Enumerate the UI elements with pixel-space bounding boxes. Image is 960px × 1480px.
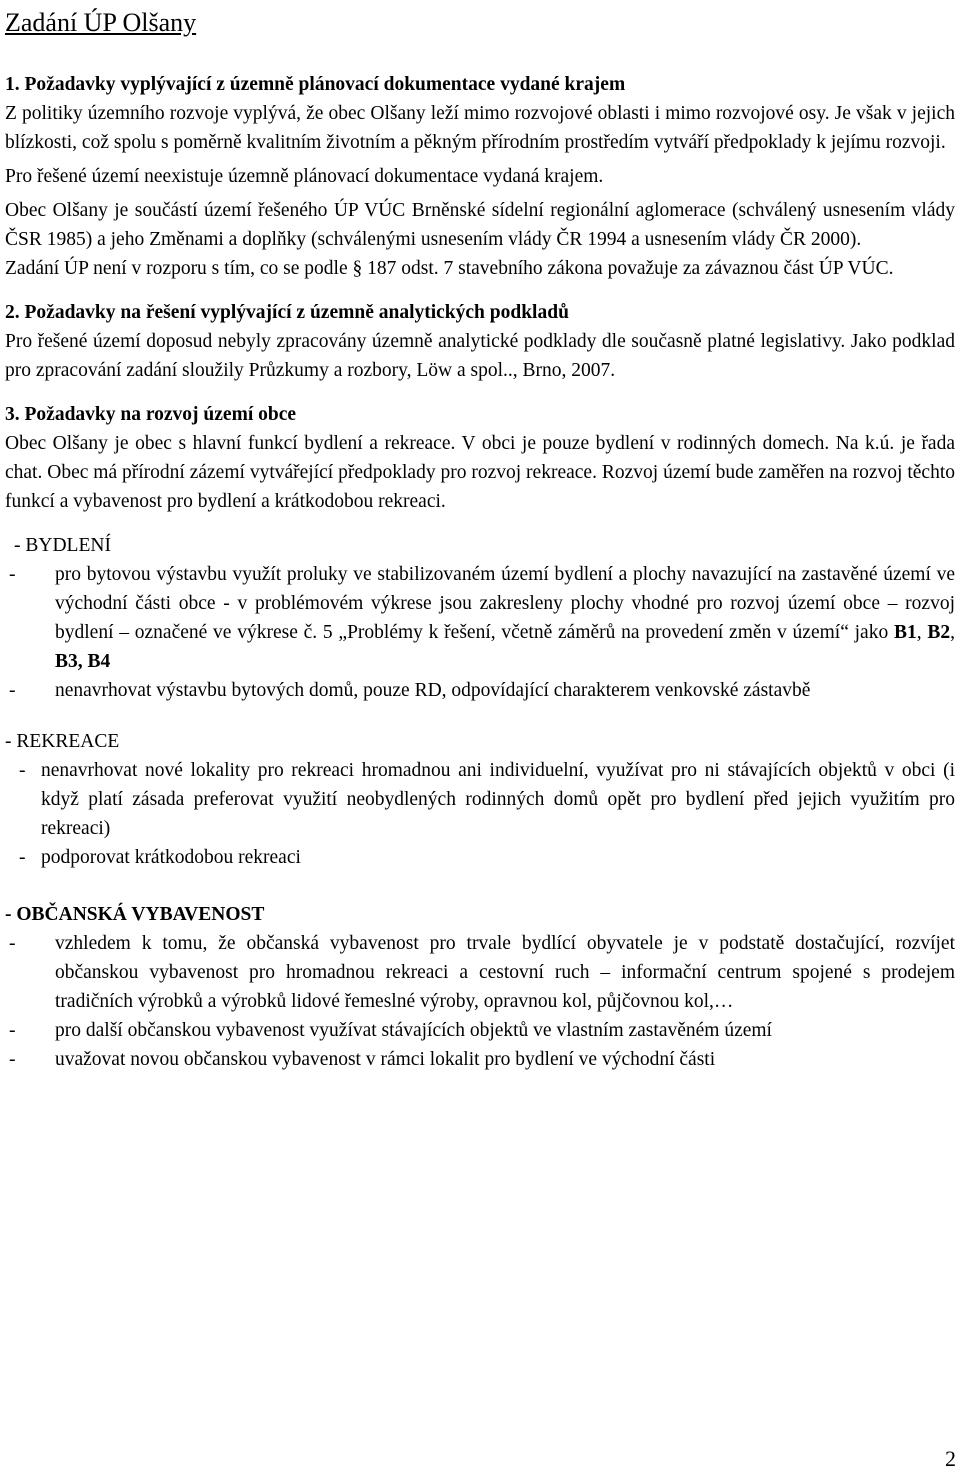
bydleni-code-b2: B2 <box>927 622 951 643</box>
section-2-heading: 2. Požadavky na řešení vyplývající z územně analytických podkladů <box>5 302 569 323</box>
list-item <box>5 1045 955 1074</box>
bydleni-list <box>5 560 955 705</box>
section-1-paragraph-2: Pro řešené území neexistuje územně plánovací dokumentace vydaná krajem. <box>5 166 604 187</box>
list-item <box>5 676 955 705</box>
dash-bullet: - <box>9 564 16 585</box>
section-3-paragraph-1: Obec Olšany je obec s hlavní funkcí bydlení a rekreace. V obci je pouze bydlení v rodinných domech. Na k.ú. je řada chat. Obec má přírodní zázemí vytvářející předpoklady pro rozvoj rekreace. Rozvoj území bude zaměřen na rozvoj těchto funkcí a vybavenost pro bydlení a krátkodobou rekreaci. <box>5 433 955 512</box>
document-page <box>5 0 955 1074</box>
list-item <box>5 1016 955 1045</box>
dash-bullet: - <box>19 847 26 868</box>
rekreace-item-2: podporovat krátkodobou rekreaci <box>41 847 301 868</box>
vybavenost-item-3: uvažovat novou občanskou vybavenost v rámci lokalit pro bydlení ve východní části <box>55 1049 716 1070</box>
list-item <box>5 929 955 1016</box>
separator: , <box>916 622 928 643</box>
list-item <box>5 843 955 872</box>
bydleni-item-2: nenavrhovat výstavbu bytových domů, pouze RD, odpovídající charakterem venkovské zástavbě <box>55 680 811 701</box>
page-title: Zadání ÚP Olšany <box>5 8 197 37</box>
dash-bullet: - <box>9 1049 16 1070</box>
list-item <box>5 756 955 843</box>
bydleni-code-b3: B3, <box>55 651 83 672</box>
bydleni-code-b4: B4 <box>87 651 111 672</box>
vybavenost-heading: - OBČANSKÁ VYBAVENOST <box>5 904 265 925</box>
bydleni-item-1-text: pro bytovou výstavbu využít proluky ve stabilizovaném území bydlení a plochy navazující na zastavěné území ve východní části obce - v problémovém výkrese jsou zakresleny plochy vhodné pro rozvoj území obce – rozvoj bydlení – označené ve výkrese č. 5 „Problémy k řešení, včetně záměrů na provedení změn v území“ jako <box>55 564 955 643</box>
page-number: 2 <box>945 1446 956 1471</box>
separator: , <box>950 622 956 643</box>
bydleni-code-b1: B1 <box>893 622 917 643</box>
section-2-paragraph-1: Pro řešené území doposud nebyly zpracovány územně analytické podklady dle současně platné legislativy. Jako podklad pro zpracování zadání sloužily Průzkumy a rozbory, Löw a spol.., Brno, 2007. <box>5 331 955 381</box>
dash-bullet: - <box>9 933 16 954</box>
vybavenost-item-2: pro další občanskou vybavenost využívat stávajících objektů ve vlastním zastavěném území <box>55 1020 772 1041</box>
section-1-paragraph-4: Zadání ÚP není v rozporu s tím, co se podle § 187 odst. 7 stavebního zákona považuje za závaznou část ÚP VÚC. <box>5 258 894 279</box>
vybavenost-list <box>5 929 955 1074</box>
list-item <box>5 560 955 676</box>
rekreace-list <box>5 756 955 872</box>
dash-bullet: - <box>9 1020 16 1041</box>
vybavenost-item-1: vzhledem k tomu, že občanská vybavenost pro trvale bydlící obyvatele je v podstatě dostačující, rozvíjet občanskou vybavenost pro hromadnou rekreaci a cestovní ruch – informační centrum spojené s prodejem tradičních výrobků a výrobků lidové řemeslné výroby, opravnou kol, půjčovnou kol,… <box>55 933 955 1012</box>
bydleni-heading: - BYDLENÍ <box>14 535 111 556</box>
section-1-heading: 1. Požadavky vyplývající z územně plánovací dokumentace vydané krajem <box>5 74 626 95</box>
section-3-heading: 3. Požadavky na rozvoj území obce <box>5 404 297 425</box>
dash-bullet: - <box>19 760 26 781</box>
rekreace-heading: - REKREACE <box>5 731 120 752</box>
section-1-paragraph-3: Obec Olšany je součástí území řešeného ÚP VÚC Brněnské sídelní regionální aglomerace (schválený usnesením vlády ČSR 1985) a jeho Změnami a doplňky (schválenými usnesením vlády ČR 1994 a usnesením vlády ČR 2000). <box>5 200 955 250</box>
rekreace-item-1: nenavrhovat nové lokality pro rekreaci hromadnou ani individuelní, využívat pro ni stávajících objektů v obci (i když platí zásada preferovat využití neobydlených rodinných domů opět pro bydlení před jejich využitím pro rekreaci) <box>41 760 955 839</box>
section-1-paragraph-1: Z politiky územního rozvoje vyplývá, že obec Olšany leží mimo rozvojové oblasti i mimo rozvojové osy. Je však v jejich blízkosti, což spolu s poměrně kvalitním životním a pěkným přírodním prostředím vytváří předpoklady k jejímu rozvoji. <box>5 103 955 153</box>
dash-bullet: - <box>9 680 16 701</box>
